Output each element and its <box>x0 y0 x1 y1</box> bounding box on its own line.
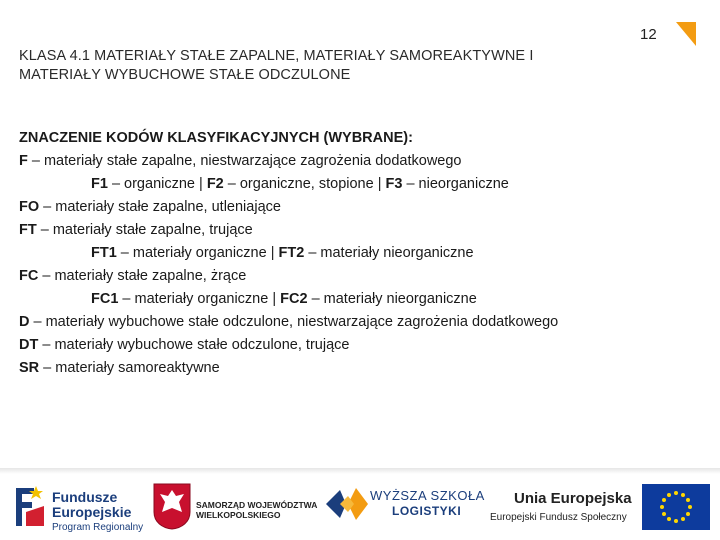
samorzad-logo-text <box>196 500 317 520</box>
code-label: SR <box>19 360 40 376</box>
code-label: FC1 <box>91 291 119 307</box>
list-item <box>19 357 699 380</box>
slide-title <box>19 47 639 85</box>
fe-logo-title <box>52 490 131 520</box>
code-description: – materiały organiczne | <box>116 245 279 261</box>
code-label: FO <box>19 199 40 215</box>
samorzad-line1: SAMORZĄD WOJEWÓDZTWA <box>196 500 318 510</box>
code-list <box>19 127 699 380</box>
code-label: D <box>19 314 30 330</box>
code-description: – organiczne, stopione | <box>223 176 386 192</box>
fe-logo-line2: Europejskie <box>52 504 132 520</box>
code-label: FT2 <box>278 245 305 261</box>
wsl-emblem-icon <box>326 486 368 524</box>
fe-logo-subtitle: Program Regionalny <box>52 522 144 533</box>
wsl-line1: WYŻSZA SZKOŁA <box>370 488 485 503</box>
eu-flag-icon <box>642 484 710 530</box>
samorzad-logo <box>150 478 320 532</box>
sponsor-footer <box>0 468 720 540</box>
wsl-line2: LOGISTYKI <box>392 504 462 518</box>
list-item <box>19 219 699 242</box>
list-item <box>19 311 699 334</box>
code-label: FT1 <box>91 245 117 261</box>
ue-subtitle: Europejski Fundusz Społeczny <box>490 512 627 523</box>
fe-emblem-icon <box>12 480 46 530</box>
code-label: FC <box>19 268 39 284</box>
code-description: – materiały nieorganiczne <box>304 245 474 261</box>
code-label: F1 <box>91 176 108 192</box>
code-description: – nieorganiczne <box>402 176 509 192</box>
ue-title: Unia Europejska <box>514 490 632 507</box>
unia-europejska-logo <box>490 484 640 530</box>
list-subitem <box>19 288 699 311</box>
section-heading: ZNACZENIE KODÓW KLASYFIKACYJNYCH (WYBRANE): <box>19 130 413 146</box>
code-description: – materiały organiczne | <box>118 291 281 307</box>
code-description: – materiały wybuchowe stałe odczulone, niestwarzające zagrożenia dodatkowego <box>29 314 559 330</box>
slide-title-line1: KLASA 4.1 MATERIAŁY STAŁE ZAPALNE, MATERIAŁY SAMOREAKTYWNE I <box>19 48 534 64</box>
code-description: – materiały wybuchowe stałe odczulone, trujące <box>38 337 350 353</box>
list-subitem <box>19 242 699 265</box>
code-description: – materiały samoreaktywne <box>39 360 220 376</box>
code-description: – organiczne | <box>107 176 207 192</box>
code-label: F3 <box>385 176 403 192</box>
list-item <box>19 265 699 288</box>
eagle-crest-icon <box>152 482 192 530</box>
code-label: F <box>19 153 28 169</box>
footer-divider <box>0 468 720 474</box>
code-label: FC2 <box>280 291 308 307</box>
code-description: – materiały nieorganiczne <box>307 291 477 307</box>
list-item <box>19 196 699 219</box>
fundusze-europejskie-logo <box>10 476 150 532</box>
list-subitem <box>19 173 699 196</box>
wsl-logo <box>326 482 486 532</box>
code-description: – materiały stałe zapalne, żrące <box>38 268 247 284</box>
samorzad-line2: WIELKOPOLSKIEGO <box>196 510 281 520</box>
corner-decoration <box>676 22 696 46</box>
code-label: F2 <box>206 176 224 192</box>
list-item <box>19 334 699 357</box>
fe-logo-line1: Fundusze <box>52 489 118 505</box>
code-description: – materiały stałe zapalne, trujące <box>36 222 253 238</box>
code-label: DT <box>19 337 39 353</box>
page-number: 12 <box>640 26 657 43</box>
code-label: FT <box>19 222 37 238</box>
eu-stars-icon <box>642 484 710 530</box>
slide-title-line2: MATERIAŁY WYBUCHOWE STAŁE ODCZULONE <box>19 67 351 83</box>
code-description: – materiały stałe zapalne, niestwarzające zagrożenia dodatkowego <box>27 153 462 169</box>
list-item <box>19 150 699 173</box>
code-description: – materiały stałe zapalne, utleniające <box>39 199 281 215</box>
